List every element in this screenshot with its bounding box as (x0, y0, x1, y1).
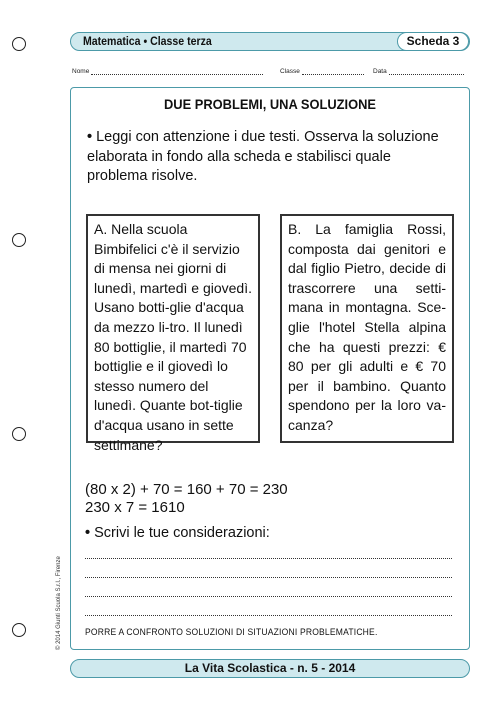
considerations-text: Scrivi le tue considerazioni: (94, 525, 270, 541)
problem-a-text: A. Nella scuola Bimbifelici c'è il servizio di mensa nei giorni di lunedì, martedì e giovedì. Usano botti-glie d'acqua da mezzo li-tro. Il lunedì 80 bottiglie, il martedì 70 bottiglie e il giovedì lo stesso numero del lunedì. Quante bot-tiglie d'acqua usano in sette settimane? (94, 221, 252, 453)
problem-a-box (86, 214, 260, 453)
answer-line[interactable] (85, 577, 452, 578)
instructions (87, 128, 455, 187)
solution-equation-1: (80 x 2) + 70 = 160 + 70 = 230 (85, 481, 288, 498)
problem-b-box (280, 214, 454, 443)
date-field[interactable] (373, 68, 464, 75)
solution-equation-2: 230 x 7 = 1610 (85, 499, 185, 516)
learning-objective: PORRE A CONFRONTO SOLUZIONI DI SITUAZIONI PROBLEMATICHE. (85, 627, 378, 637)
worksheet-box (70, 87, 470, 650)
binder-hole-icon (12, 233, 26, 247)
date-label: Data (373, 68, 387, 75)
problem-b-text: B. La famiglia Rossi, composta dai genitori e dal figlio Pietro, decide di trascorrere una setti-mana in montagna. Sce-glie l'hotel Stella alpina che ha questi prezzi: € 80 per gli adulti e € 70 per il bambino. Quanto spendono per la loro va-canza? (288, 221, 446, 433)
instructions-text: Leggi con attenzione i due testi. Osserva la soluzione elaborata in fondo alla scheda e stabilisci quale problema risolve. (87, 129, 439, 184)
answer-line[interactable] (85, 596, 452, 597)
bullet-icon: • (87, 129, 93, 145)
copyright-notice: © 2014 Giunti Scuola S.r.l., Firenze (56, 556, 62, 650)
header-bar (70, 32, 470, 51)
binder-hole-icon (12, 427, 26, 441)
class-label: Classe (280, 68, 300, 75)
footer-bar (70, 659, 470, 678)
bullet-icon: • (85, 525, 91, 541)
binder-hole-icon (12, 37, 26, 51)
binder-hole-icon (12, 623, 26, 637)
name-label: Nome (72, 68, 90, 75)
answer-line[interactable] (85, 558, 452, 559)
class-field[interactable] (280, 68, 364, 75)
sheet-number: Scheda 3 (397, 32, 469, 51)
considerations-prompt (85, 525, 270, 541)
footer-text: La Vita Scolastica - n. 5 - 2014 (184, 661, 356, 675)
name-field[interactable] (72, 68, 263, 75)
subject-label: Matematica • Classe terza (83, 34, 212, 48)
answer-line[interactable] (85, 615, 452, 616)
worksheet-title: DUE PROBLEMI, UNA SOLUZIONE (163, 96, 377, 112)
